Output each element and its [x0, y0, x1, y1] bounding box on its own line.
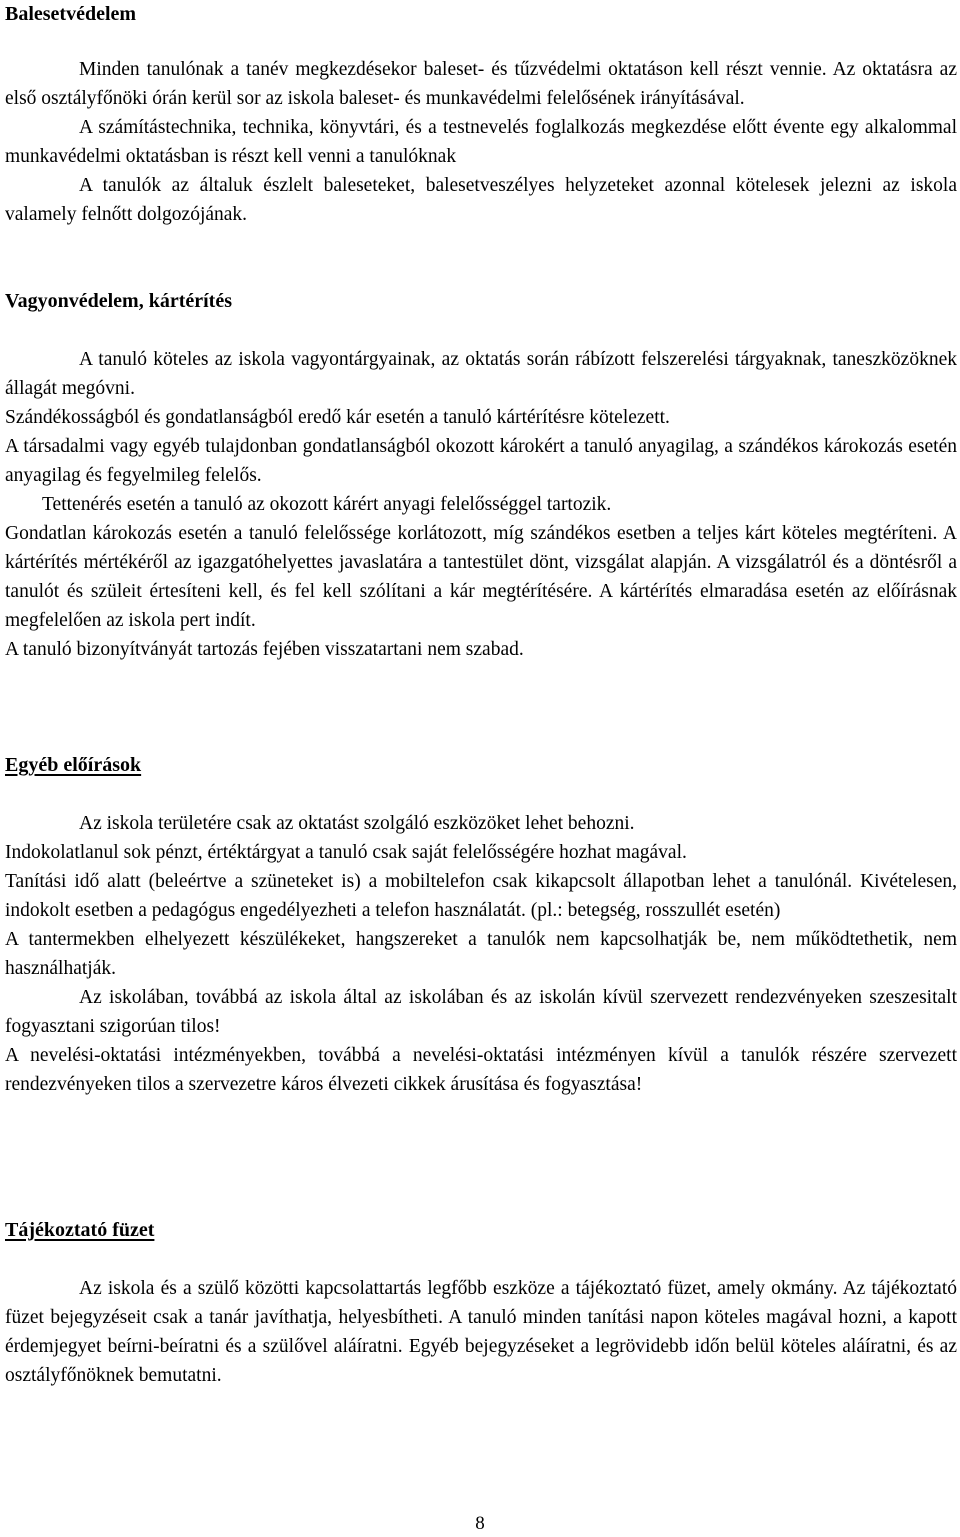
section-heading: Egyéb előírások: [5, 754, 142, 776]
paragraph: A tanuló bizonyítványát tartozás fejében visszatartani nem szabad.: [5, 639, 524, 660]
paragraph: Szándékosságból és gondatlanságból eredő kár esetén a tanuló kártérítésre kötelezett.: [5, 407, 670, 428]
paragraph: A tanuló köteles az iskola vagyontárgyainak, az oktatás során rábízott felszerelési tárgyaknak, taneszközöknek állagát megóvni.: [5, 349, 957, 399]
paragraph: A tanulók az általuk észlelt baleseteket, balesetveszélyes helyzeteket azonnal kötelesek jelezni az iskola valamely felnőtt dolgozójának.: [5, 175, 957, 225]
paragraph: Tettenérés esetén a tanuló az okozott kárért anyagi felelősséggel tartozik.: [42, 494, 612, 515]
paragraph: A társadalmi vagy egyéb tulajdonban gondatlanságból okozott károkért a tanuló anyagilag, a szándékos károkozás esetén anyagilag és fegyelmileg felelős.: [5, 436, 957, 486]
paragraph: A nevelési-oktatási intézményekben, továbbá a nevelési-oktatási intézményen kívül a tanulók részére szervezett rendezvényeken tilos a szervezetre káros élvezeti cikkek árusítása és fogyasztása!: [5, 1045, 957, 1095]
paragraph: Minden tanulónak a tanév megkezdésekor baleset- és tűzvédelmi oktatáson kell részt vennie. Az oktatásra az első osztályfőnöki órán kerül sor az iskola baleset- és munkavédelmi felelősének irányításával.: [5, 59, 957, 109]
paragraph: Indokolatlanul sok pénzt, értéktárgyat a tanuló csak saját felelősségére hozhat magával.: [5, 842, 687, 863]
paragraph: A számítástechnika, technika, könyvtári, és a testnevelés foglalkozás megkezdése előtt évente egy alkalommal munkavédelmi oktatásban is részt kell venni a tanulóknak: [5, 117, 957, 167]
page-number: 8: [475, 1513, 485, 1534]
paragraph: Az iskola és a szülő közötti kapcsolattartás legfőbb eszköze a tájékoztató füzet, amely okmány. Az tájékoztató füzet bejegyzéseit csak a tanár javíthatja, helyesbítheti. A tanuló minden tanítási napon köteles magával hozni, a kapott érdemjegyet beírni-beíratni és a szülővel aláíratni. Egyéb bejegyzéseket a legrövidebb időn belül köteles aláíratni, és az osztályfőnöknek bemutatni.: [5, 1278, 957, 1386]
section-heading: Vagyonvédelem, kártérítés: [5, 290, 232, 312]
paragraph: Az iskolában, továbbá az iskola által az iskolában és az iskolán kívül szervezett rendezvényeken szeszesitalt fogyasztani szigorúan tilos!: [5, 987, 957, 1037]
section-tajekoztato-fuzet: [5, 1216, 957, 1390]
section-heading: Balesetvédelem: [5, 3, 137, 25]
section-vagyonvedelem: [5, 287, 957, 664]
section-heading: Tájékoztató füzet: [5, 1219, 155, 1241]
paragraph: Az iskola területére csak az oktatást szolgáló eszközöket lehet behozni.: [79, 813, 635, 834]
paragraph: A tantermekben elhelyezett készülékeket, hangszereket a tanulók nem kapcsolhatják be, nem működtethetik, nem használhatják.: [5, 929, 957, 979]
paragraph: Tanítási idő alatt (beleértve a szüneteket is) a mobiltelefon csak kikapcsolt állapotban lehet a tanulónál. Kivételesen, indokolt esetben a pedagógus engedélyezheti a telefon használatát. (pl.: betegség, rosszullét esetén): [5, 871, 957, 921]
paragraph: Gondatlan károkozás esetén a tanuló felelőssége korlátozott, míg szándékos esetben a teljes kárt köteles megtéríteni. A kártérítés mértékéről az igazgatóhelyettes javaslatára a tantestület dönt, vizsgálat alapján. A vizsgálatról és a döntésről a tanulót és szüleit értesíteni kell, és fel kell szólítani a kár megtérítésére. A kártérítés elmaradása esetén az előírásnak megfelelően az iskola pert indít.: [5, 523, 957, 631]
section-balesetvedelem: [5, 0, 957, 229]
section-egyeb-eloirasok: [5, 751, 957, 1099]
